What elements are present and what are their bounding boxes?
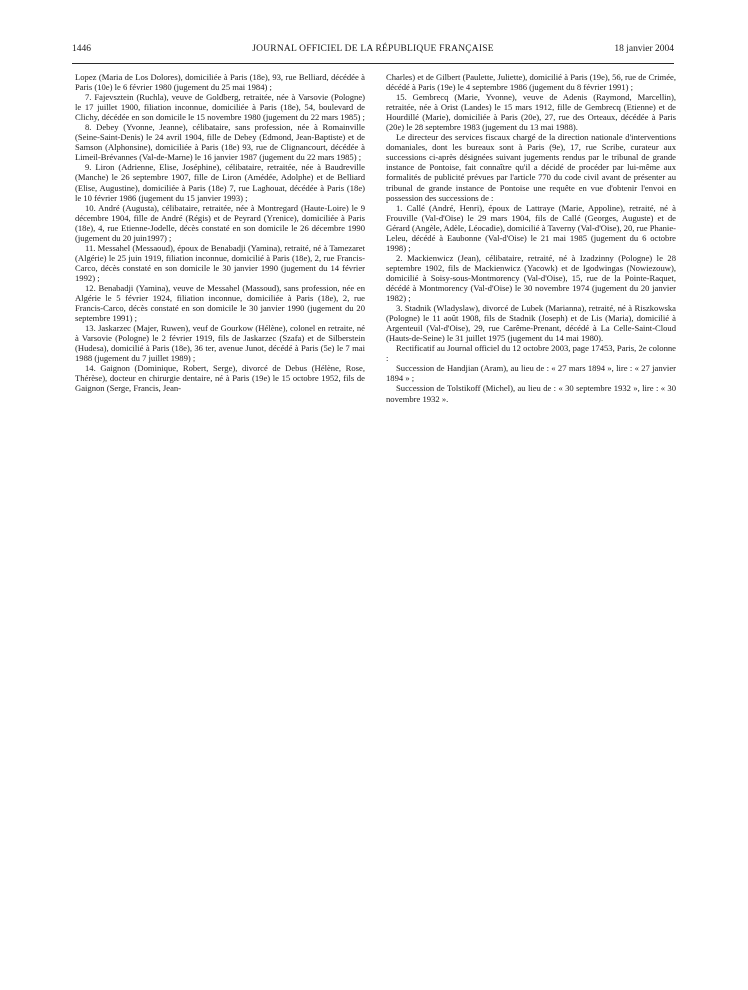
paragraph: Lopez (Maria de Los Dolores), domiciliée à Paris (18e), 93, rue Belliard, décédée à Paris (10e) le 6 février 1980 (jugement du 25 mai 1984) ;	[75, 72, 365, 93]
paragraph: Succession de Tolstikoff (Michel), au lieu de : « 30 septembre 1932 », lire : « 30 novembre 1932 ».	[386, 383, 676, 404]
paragraph: 2. Mackienwicz (Jean), célibataire, retraité, né à Izadzinny (Pologne) le 28 septembre 1902, fils de Mackienwicz (Yacowk) et de Igodwingas (Nowiezouw), domicilié à Soisy-sous-Montmorency (Val-d'Oise), 15, rue de la Pointe-Raquet, décédé à Montmorency (Val-d'Oise) le 30 novembre 1974 (jugement du 20 janvier 1982) ;	[386, 252, 676, 304]
right-column	[386, 72, 676, 404]
paragraph: 3. Stadnik (Wladyslaw), divorcé de Lubek (Marianna), retraité, né à Riszkowska (Pologne) le 11 août 1908, fils de Stadnik (Joseph) et de Lis (Maria), domicilié à Argenteuil (Val-d'Oise), 29, rue Carême-Prenant, décédé à La Celle-Saint-Cloud (Hauts-de-Seine) le 31 juillet 1975 (jugement du 14 mai 1980).	[386, 303, 676, 344]
issue-date: 18 janvier 2004	[614, 44, 674, 54]
paragraph: Succession de Handjian (Aram), au lieu de : « 27 mars 1894 », lire : « 27 janvier 1894 » ;	[386, 363, 676, 384]
paragraph: 14. Gaignon (Dominique, Robert, Serge), divorcé de Debus (Hélène, Rose, Thérèse), docteur en chirurgie dentaire, né à Paris (19e) le 15 octobre 1952, fils de Gaignon (Serge, Francis, Jean-	[75, 363, 365, 394]
paragraph: 11. Messahel (Messaoud), époux de Benabadji (Yamina), retraité, né à Tamezaret (Algérie) le 25 juin 1919, filiation inconnue, domicilié à Paris (18e), 2, rue Francis-Carco, décès constaté en son domicile le 30 janvier 1990 (jugement du 14 février 1992) ;	[75, 242, 365, 283]
paragraph: 10. André (Augusta), célibataire, retraitée, née à Montregard (Haute-Loire) le 9 décembre 1904, fille de André (Régis) et de Peyrard (Yrenice), domiciliée à Paris (18e), 4, rue Etienne-Jodelle, décès constaté en son domicile le 26 décembre 1990 (jugement du 20 juin1997) ;	[75, 202, 365, 243]
paragraph: Le directeur des services fiscaux chargé de la direction nationale d'interventions domaniales, dont les bureaux sont à Paris (9e), 17, rue Scribe, curateur aux successions ci-après désignées suivant jugements rendus par le tribunal de grande instance de Pontoise, fait connaître qu'il a décidé de procéder par lui-même aux formalités de publicité prévues par l'article 770 du code civil avant de présenter au tribunal de grande instance de Pontoise une requête en vue d'obtenir l'envoi en possession des successions de :	[386, 132, 676, 203]
paragraph: 13. Jaskarzec (Majer, Ruwen), veuf de Gourkow (Hélène), colonel en retraite, né à Varsovie (Pologne) le 2 février 1919, fils de Jaskarzec (Szafa) et de Silberstein (Hudesa), domicilié à Paris (18e), 36 ter, avenue Junot, décédé à Paris (5e) le 7 mai 1988 (jugement du 7 juillet 1989) ;	[75, 323, 365, 364]
header-rule	[72, 63, 674, 64]
page-number: 1446	[72, 44, 91, 54]
paragraph: 15. Gembrecq (Marie, Yvonne), veuve de Adenis (Raymond, Marcellin), retraitée, née à Orist (Landes) le 15 mars 1912, fille de Gembrecq (Etienne) et de Hourdillé (Marie), domiciliée à Paris (20e), 27, rue des Orteaux, décédée à Paris (20e) le 28 septembre 1983 (jugement du 13 mai 1988).	[386, 92, 676, 133]
page-header	[72, 44, 674, 60]
left-column	[75, 72, 365, 394]
paragraph: 7. Fajevsztein (Ruchla), veuve de Goldberg, retraitée, née à Varsovie (Pologne) le 17 juillet 1900, filiation inconnue, domiciliée à Paris (18e), 54, boulevard de Clichy, décédée en son domicile le 15 novembre 1980 (jugement du 22 mars 1985) ;	[75, 92, 365, 123]
paragraph: Charles) et de Gilbert (Paulette, Juliette), domicilié à Paris (19e), 56, rue de Crimée, décédé à Paris (19e) le 4 septembre 1986 (jugement du 8 février 1991) ;	[386, 72, 676, 93]
journal-title: JOURNAL OFFICIEL DE LA RÉPUBLIQUE FRANÇAISE	[252, 44, 494, 54]
paragraph: 1. Callé (André, Henri), époux de Lattraye (Marie, Appoline), retraité, né à Frouville (Val-d'Oise) le 29 mars 1904, fils de Callé (Georges, Auguste) et de Gérard (Angèle, Adèle, Léocadie), domicilié à Taverny (Val-d'Oise), 20, rue Phanie-Leleu, décédé à Eaubonne (Val-d'Oise) le 21 mai 1985 (jugement du 6 octobre 1998) ;	[386, 202, 676, 253]
paragraph: Rectificatif au Journal officiel du 12 octobre 2003, page 17453, Paris, 2e colonne :	[386, 343, 676, 364]
paragraph: 8. Debey (Yvonne, Jeanne), célibataire, sans profession, née à Romainville (Seine-Saint-Denis) le 24 avril 1904, fille de Debey (Edmond, Jean-Baptiste) et de Samson (Alphonsine), domiciliée à Paris (18e) 93, rue de Clignancourt, décédée à Limeil-Brévannes (Val-de-Marne) le 16 janvier 1987 (jugement du 22 mars 1985) ;	[75, 122, 365, 163]
paragraph: 12. Benabadji (Yamina), veuve de Messahel (Massoud), sans profession, née en Algérie le 5 février 1924, filiation inconnue, domiciliée à Paris (18e), 2, rue Francis-Carco, décès constaté en son domicile le 30 janvier 1990 (jugement du 20 septembre 1991) ;	[75, 282, 365, 324]
paragraph: 9. Liron (Adrienne, Elise, Joséphine), célibataire, retraitée, née à Baudreville (Manche) le 26 septembre 1907, fille de Liron (Amédée, Adolphe) et de Belliard (Elise, Augustine), domiciliée à Paris (18e) 7, rue Laghouat, décédée à Paris (18e) le 10 février 1986 (jugement du 15 janvier 1993) ;	[75, 162, 365, 203]
